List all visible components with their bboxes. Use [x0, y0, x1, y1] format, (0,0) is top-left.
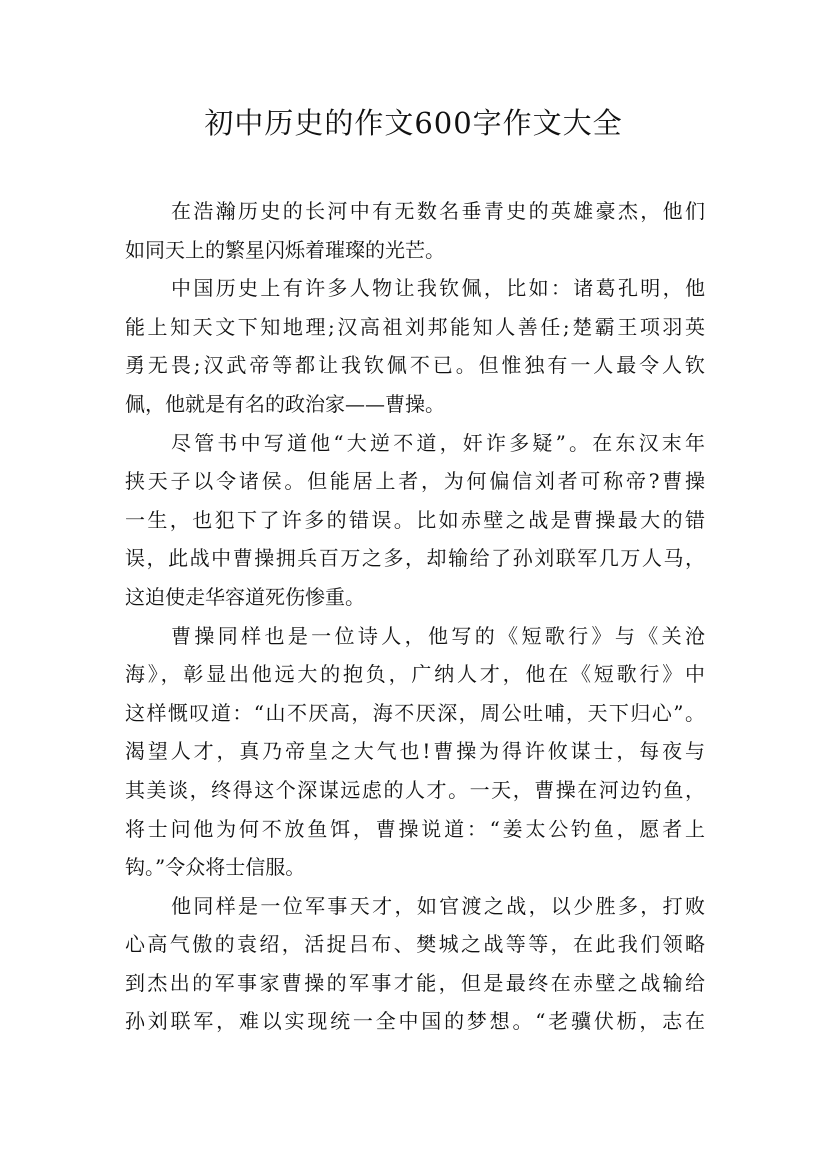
- text-line: 心高气傲的袁绍，活捉吕布、樊城之战等等，在此我们领略: [125, 932, 705, 957]
- text-line: 到杰出的军事家曹操的军事才能，但是最终在赤壁之战输给: [125, 970, 705, 995]
- text-line: 能上知天文下知地理;汉高祖刘邦能知人善任;楚霸王项羽英: [125, 314, 705, 339]
- text-line: 海》，彰显出他远大的抱负，广纳人才，他在《短歌行》中: [125, 662, 705, 687]
- text-line: 他同样是一位军事天才，如官渡之战，以少胜多，打败: [171, 893, 705, 918]
- text-line: 这迫使走华容道死伤惨重。: [125, 584, 365, 609]
- text-line: 渴望人才，真乃帝皇之大气也!曹操为得许攸谋士，每夜与: [125, 739, 705, 764]
- text-line: 曹操同样也是一位诗人，他写的《短歌行》与《关沧: [171, 623, 705, 648]
- text-line: 这样慨叹道：“山不厌高，海不厌深，周公吐哺，天下归心”。: [125, 700, 705, 725]
- text-line: 将士问他为何不放鱼饵，曹操说道：“姜太公钓鱼，愿者上: [125, 816, 705, 841]
- document-title: 初中历史的作文600字作文大全: [204, 106, 623, 140]
- text-line: 误，此战中曹操拥兵百万之多，却输给了孙刘联军几万人马，: [125, 546, 705, 571]
- text-line: 孙刘联军，难以实现统一全中国的梦想。“老骥伏枥，志在: [125, 1009, 705, 1034]
- text-line: 如同天上的繁星闪烁着璀璨的光芒。: [125, 237, 445, 262]
- text-line: 其美谈，终得这个深谋远虑的人才。一天，曹操在河边钓鱼，: [125, 777, 705, 802]
- text-line: 勇无畏;汉武帝等都让我钦佩不已。但惟独有一人最令人钦: [125, 353, 705, 378]
- text-line: 挟天子以令诸侯。但能居上者，为何偏信刘者可称帝?曹操: [125, 469, 705, 494]
- text-line: 中国历史上有许多人物让我钦佩，比如：诸葛孔明，他: [171, 276, 705, 301]
- text-line: 在浩瀚历史的长河中有无数名垂青史的英雄豪杰，他们: [171, 199, 705, 223]
- text-line: 尽管书中写道他“大逆不道，奸诈多疑”。在东汉末年: [171, 430, 705, 455]
- text-line: 一生，也犯下了许多的错误。比如赤壁之战是曹操最大的错: [125, 507, 705, 532]
- text-line: 佩，他就是有名的政治家——曹操。: [125, 391, 445, 416]
- text-line: 钩。”令众将士信服。: [125, 855, 306, 880]
- document-body: [125, 192, 705, 1041]
